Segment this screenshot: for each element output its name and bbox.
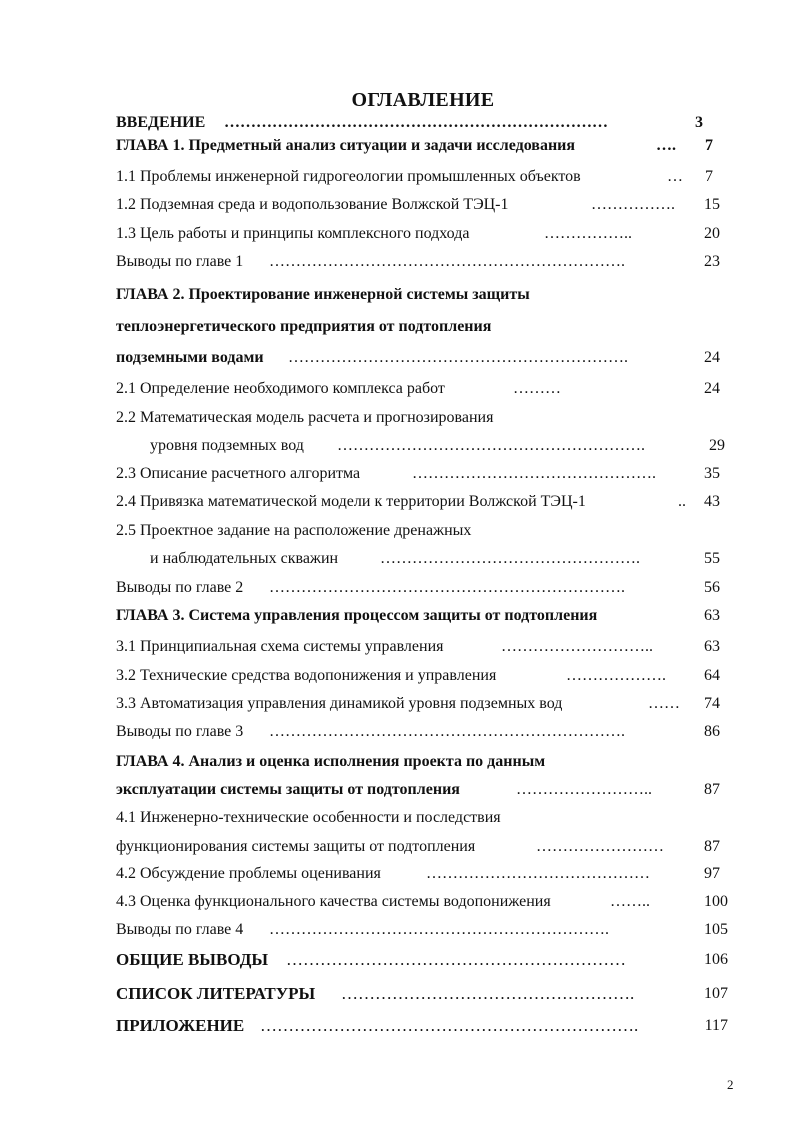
toc-entry-conclusions-2[interactable]: Выводы по главе 2 …………………………………………………………. 56: [116, 579, 720, 596]
toc-entry-3-3[interactable]: 3.3 Автоматизация управления динамикой уровня подземных вод …… 74: [116, 695, 720, 712]
page-title: ОГЛАВЛЕНИЕ: [351, 89, 495, 111]
toc-entry-4-3[interactable]: 4.3 Оценка функционального качества системы водопонижения …….. 100: [116, 893, 728, 910]
toc-entry-3-2[interactable]: 3.2 Технические средства водопонижения и управления ………………. 64: [116, 667, 720, 684]
toc-entry-3-1[interactable]: 3.1 Принципиальная схема системы управления ……………………….. 63: [116, 638, 720, 655]
toc-entry-conclusions-1[interactable]: Выводы по главе 1 …………………………………………………………. 23: [116, 253, 720, 270]
toc-entry-4-1[interactable]: 4.1 Инженерно-технические особенности и последствия: [116, 809, 501, 826]
toc-entry-1-1[interactable]: 1.1 Проблемы инженерной гидрогеологии промышленных объектов … 7: [116, 168, 713, 185]
toc-entry-2-4[interactable]: 2.4 Привязка математической модели к территории Волжской ТЭЦ-1 .. 43: [116, 493, 720, 510]
toc-entry-4-2[interactable]: 4.2 Обсуждение проблемы оценивания …………………………………… 97: [116, 865, 720, 882]
toc-entry-chapter-2-line-3[interactable]: подземными водами ………………………………………………………. 24: [116, 349, 720, 366]
page-number: 2: [727, 1077, 734, 1092]
toc-entry-2-2-cont[interactable]: уровня подземных вод …………………………………………………. 29: [150, 437, 725, 454]
toc-entry-chapter-2-line-1[interactable]: ГЛАВА 2. Проектирование инженерной системы защиты: [116, 286, 530, 303]
toc-entry-2-5-cont[interactable]: и наблюдательных скважин …………………………………………. 55: [150, 550, 720, 567]
toc-entry-introduction[interactable]: ВВЕДЕНИЕ ……………………………………………………………… 3: [116, 114, 703, 131]
toc-entry-1-2[interactable]: 1.2 Подземная среда и водопользование Волжской ТЭЦ-1 ……………. 15: [116, 196, 720, 213]
toc-entry-chapter-4-line-1[interactable]: ГЛАВА 4. Анализ и оценка исполнения проекта по данным: [116, 753, 546, 770]
toc-entry-2-5[interactable]: 2.5 Проектное задание на расположение дренажных: [116, 522, 472, 539]
toc-entry-chapter-3[interactable]: ГЛАВА 3. Система управления процессом защиты от подтопления 63: [116, 607, 720, 624]
toc-entry-conclusions-3[interactable]: Выводы по главе 3 …………………………………………………………. 86: [116, 723, 720, 740]
toc-entry-2-2[interactable]: 2.2 Математическая модель расчета и прогнозирования: [116, 409, 494, 426]
toc-entry-references[interactable]: СПИСОК ЛИТЕРАТУРЫ ……………………………………………. 107: [116, 984, 728, 1003]
toc-entry-conclusions-4[interactable]: Выводы по главе 4 ………………………………………………………. 105: [116, 921, 728, 938]
toc-entry-2-3[interactable]: 2.3 Описание расчетного алгоритма ………………………………………. 35: [116, 465, 720, 482]
toc-entry-general-conclusions[interactable]: ОБЩИЕ ВЫВОДЫ …………………………………………………… 106: [116, 950, 728, 969]
toc-entry-chapter-1[interactable]: ГЛАВА 1. Предметный анализ ситуации и задачи исследования …. 7: [116, 137, 713, 154]
toc-entry-4-1-cont[interactable]: функционирования системы защиты от подтопления …………………… 87: [116, 838, 720, 855]
toc-entry-2-1[interactable]: 2.1 Определение необходимого комплекса работ ……… 24: [116, 380, 720, 397]
toc-entry-chapter-4-line-2[interactable]: эксплуатации системы защиты от подтопления …………………….. 87: [116, 781, 720, 798]
toc-entry-appendix[interactable]: ПРИЛОЖЕНИЕ …………………………………………………………. 117: [116, 1016, 728, 1035]
toc-entry-chapter-2-line-2[interactable]: теплоэнергетического предприятия от подтопления: [116, 318, 492, 335]
toc-entry-1-3[interactable]: 1.3 Цель работы и принципы комплексного подхода …………….. 20: [116, 225, 720, 242]
